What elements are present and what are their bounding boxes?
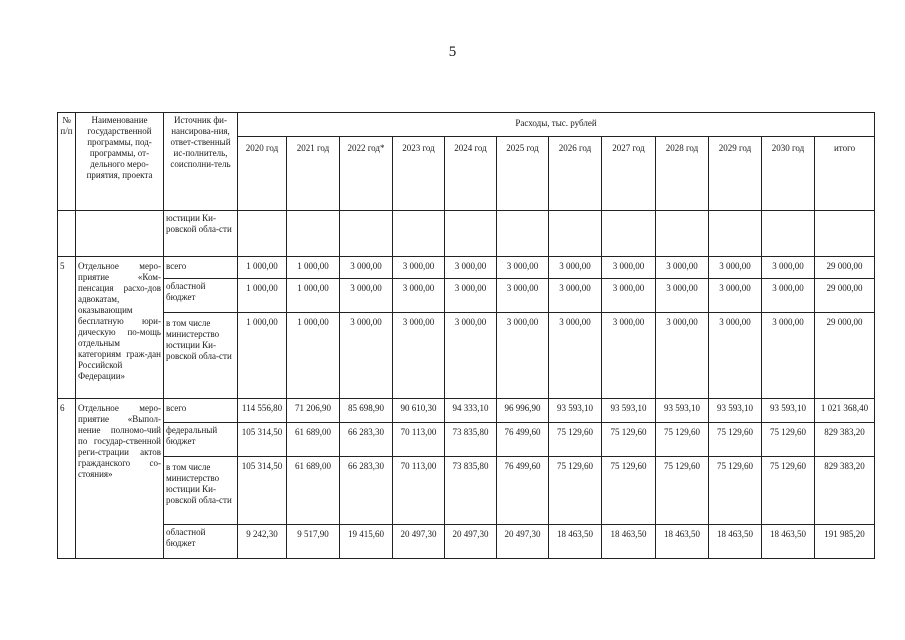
cell	[445, 211, 497, 257]
header-number: № п/п	[58, 113, 76, 211]
cell	[340, 211, 393, 257]
year-header: 2027 год	[602, 137, 656, 211]
value-cell: 66 283,30	[340, 423, 393, 457]
value-cell: 3 000,00	[709, 257, 762, 279]
value-cell: 1 000,00	[238, 279, 287, 313]
cell	[497, 211, 549, 257]
row-number: 5	[58, 257, 76, 399]
cell	[815, 211, 875, 257]
value-cell: 73 835,80	[445, 423, 497, 457]
cell	[602, 211, 656, 257]
row-number: 6	[58, 399, 76, 559]
value-cell: 3 000,00	[549, 257, 602, 279]
value-cell: 75 129,60	[656, 457, 709, 525]
value-cell: 75 129,60	[549, 423, 602, 457]
value-cell: 61 689,00	[287, 423, 340, 457]
value-cell: 3 000,00	[445, 313, 497, 399]
value-cell: 66 283,30	[340, 457, 393, 525]
value-cell: 3 000,00	[656, 313, 709, 399]
value-cell: 18 463,50	[549, 525, 602, 559]
value-cell: 20 497,30	[393, 525, 445, 559]
value-cell: 3 000,00	[762, 313, 815, 399]
value-cell: 9 242,30	[238, 525, 287, 559]
header-source: Источник фи-нансирова-ния, ответ-ственный ис-полнитель, соисполни-тель	[164, 113, 238, 211]
value-cell: 3 000,00	[549, 313, 602, 399]
value-cell: 1 000,00	[238, 313, 287, 399]
value-cell: 3 000,00	[602, 257, 656, 279]
source-cell: федеральный бюджет	[164, 423, 238, 457]
value-cell: 3 000,00	[762, 279, 815, 313]
cell	[58, 211, 76, 257]
value-cell: 3 000,00	[340, 279, 393, 313]
value-cell: 1 000,00	[287, 257, 340, 279]
table-row	[58, 457, 875, 525]
value-cell: 3 000,00	[709, 279, 762, 313]
year-header: 2029 год	[709, 137, 762, 211]
value-cell: 61 689,00	[287, 457, 340, 525]
cell	[762, 211, 815, 257]
value-cell: 9 517,90	[287, 525, 340, 559]
value-cell: 18 463,50	[602, 525, 656, 559]
total-cell: 829 383,20	[815, 457, 875, 525]
value-cell: 76 499,60	[497, 423, 549, 457]
value-cell: 3 000,00	[497, 279, 549, 313]
value-cell: 18 463,50	[656, 525, 709, 559]
cell	[656, 211, 709, 257]
table-body	[58, 113, 875, 559]
cell	[287, 211, 340, 257]
value-cell: 1 000,00	[238, 257, 287, 279]
value-cell: 85 698,90	[340, 399, 393, 423]
total-cell: 1 021 368,40	[815, 399, 875, 423]
total-cell: 29 000,00	[815, 279, 875, 313]
year-header: 2030 год	[762, 137, 815, 211]
value-cell: 93 593,10	[656, 399, 709, 423]
table-row	[58, 313, 875, 399]
value-cell: 3 000,00	[497, 257, 549, 279]
cell	[238, 211, 287, 257]
header-name: Наименование государственной программы, под-программы, от-дельного меро-приятия, проекта	[76, 113, 164, 211]
measure-name: Отдельное меро-приятие «Выпол-нение полномо-чий по государ-ственной реги-страции актов гражданского со-стояния»	[76, 399, 164, 559]
value-cell: 75 129,60	[602, 423, 656, 457]
value-cell: 96 996,90	[497, 399, 549, 423]
value-cell: 76 499,60	[497, 457, 549, 525]
cell	[393, 211, 445, 257]
value-cell: 3 000,00	[656, 257, 709, 279]
value-cell: 19 415,60	[340, 525, 393, 559]
source-cell: всего	[164, 257, 238, 279]
value-cell: 73 835,80	[445, 457, 497, 525]
value-cell: 75 129,60	[656, 423, 709, 457]
value-cell: 3 000,00	[762, 257, 815, 279]
total-cell: 191 985,20	[815, 525, 875, 559]
value-cell: 18 463,50	[709, 525, 762, 559]
year-header: 2023 год	[393, 137, 445, 211]
table-row	[58, 525, 875, 559]
value-cell: 3 000,00	[497, 313, 549, 399]
cell	[709, 211, 762, 257]
value-cell: 3 000,00	[549, 279, 602, 313]
year-header: 2020 год	[238, 137, 287, 211]
value-cell: 93 593,10	[602, 399, 656, 423]
value-cell: 90 610,30	[393, 399, 445, 423]
source-cell: всего	[164, 399, 238, 423]
value-cell: 105 314,50	[238, 423, 287, 457]
value-cell: 75 129,60	[762, 423, 815, 457]
total-header: итого	[815, 137, 875, 211]
value-cell: 75 129,60	[709, 423, 762, 457]
value-cell: 3 000,00	[340, 313, 393, 399]
continuation-row	[58, 211, 875, 257]
value-cell: 1 000,00	[287, 279, 340, 313]
year-header: 2025 год	[497, 137, 549, 211]
total-cell: 29 000,00	[815, 257, 875, 279]
total-cell: 29 000,00	[815, 313, 875, 399]
header-row	[58, 113, 875, 137]
value-cell: 75 129,60	[549, 457, 602, 525]
value-cell: 3 000,00	[445, 257, 497, 279]
year-header: 2024 год	[445, 137, 497, 211]
value-cell: 3 000,00	[340, 257, 393, 279]
value-cell: 3 000,00	[602, 279, 656, 313]
source-cell: в том числе министерство юстиции Ки-ровской обла-сти	[164, 457, 238, 525]
value-cell: 70 113,00	[393, 423, 445, 457]
value-cell: 114 556,80	[238, 399, 287, 423]
table-row	[58, 257, 875, 279]
source-cell: областной бюджет	[164, 525, 238, 559]
year-header: 2028 год	[656, 137, 709, 211]
year-header: 2026 год	[549, 137, 602, 211]
source-cell: в том числе министерство юстиции Ки-ровской обла-сти	[164, 313, 238, 399]
value-cell: 94 333,10	[445, 399, 497, 423]
value-cell: 105 314,50	[238, 457, 287, 525]
year-header: 2022 год*	[340, 137, 393, 211]
value-cell: 3 000,00	[656, 279, 709, 313]
cell	[549, 211, 602, 257]
total-cell: 829 383,20	[815, 423, 875, 457]
expenses-table	[57, 112, 875, 559]
header-expenses: Расходы, тыс. рублей	[238, 113, 875, 137]
value-cell: 3 000,00	[709, 313, 762, 399]
value-cell: 93 593,10	[709, 399, 762, 423]
value-cell: 1 000,00	[287, 313, 340, 399]
value-cell: 75 129,60	[602, 457, 656, 525]
table-row	[58, 279, 875, 313]
value-cell: 18 463,50	[762, 525, 815, 559]
value-cell: 20 497,30	[497, 525, 549, 559]
table-row	[58, 423, 875, 457]
value-cell: 93 593,10	[549, 399, 602, 423]
value-cell: 75 129,60	[762, 457, 815, 525]
value-cell: 75 129,60	[709, 457, 762, 525]
value-cell: 3 000,00	[445, 279, 497, 313]
value-cell: 3 000,00	[393, 257, 445, 279]
cell	[76, 211, 164, 257]
value-cell: 93 593,10	[762, 399, 815, 423]
source-cell: юстиции Ки-ровской обла-сти	[164, 211, 238, 257]
value-cell: 3 000,00	[393, 279, 445, 313]
page-number: 5	[448, 44, 457, 60]
year-header: 2021 год	[287, 137, 340, 211]
value-cell: 71 206,90	[287, 399, 340, 423]
value-cell: 3 000,00	[393, 313, 445, 399]
value-cell: 3 000,00	[602, 313, 656, 399]
value-cell: 70 113,00	[393, 457, 445, 525]
value-cell: 20 497,30	[445, 525, 497, 559]
table-row	[58, 399, 875, 423]
measure-name: Отдельное меро-приятие «Ком-пенсация расхо-дов адвокатам, оказывающим бесплатную юри-дическую по-мощь отдельным категориям граж-дан Российской Федерации»	[76, 257, 164, 399]
source-cell: областной бюджет	[164, 279, 238, 313]
